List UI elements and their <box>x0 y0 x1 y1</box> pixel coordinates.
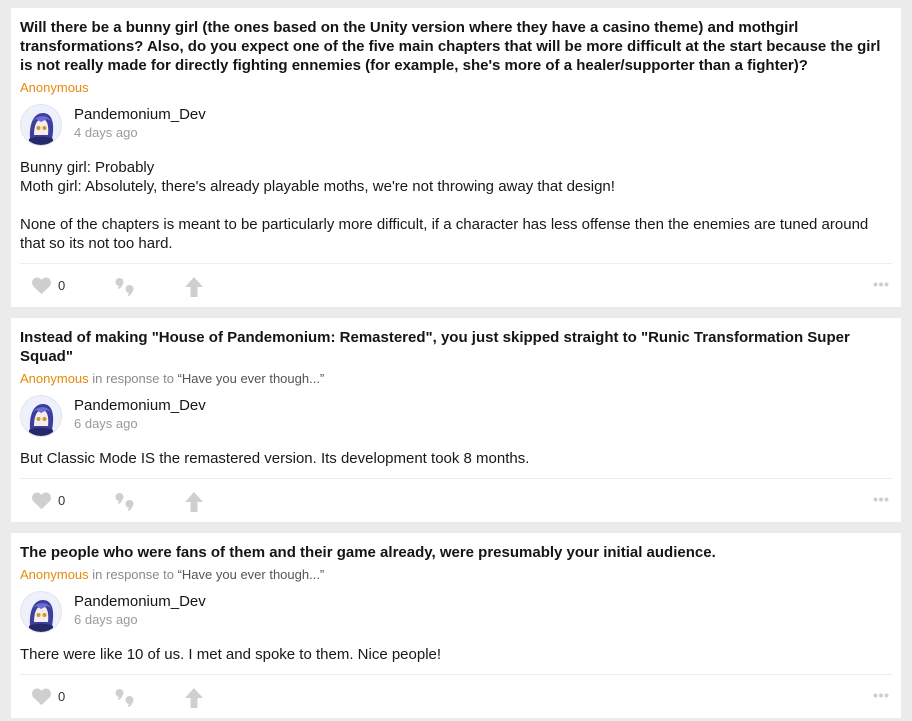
post-time[interactable]: 6 days ago <box>74 612 138 627</box>
answer-text <box>20 158 892 253</box>
more-options-button[interactable] <box>873 282 889 287</box>
quote-icon <box>114 276 136 296</box>
response-quote-link[interactable]: “Have you ever though...” <box>177 371 325 386</box>
heart-icon <box>31 276 52 295</box>
like-button[interactable] <box>31 687 65 706</box>
action-bar <box>11 264 901 308</box>
more-dots-icon <box>873 282 889 287</box>
answer-text <box>20 645 892 664</box>
question-text: Will there be a bunny girl (the ones based on the Unity version where they have a casino theme) and mothgirl transformations? Also, do you expect one of the five main chapters that will be more difficult at the start because the girl is not really made for directly fighting ennemies (for example, she's more of a healer/supporter than a fighter)? <box>20 19 881 74</box>
answer-header <box>20 395 892 439</box>
answer-line: But Classic Mode IS the remastered version. Its development took 8 months. <box>20 450 530 467</box>
quote-button[interactable] <box>114 687 136 707</box>
quote-button[interactable] <box>114 276 136 296</box>
arrow-up-icon <box>184 491 204 513</box>
question-text: The people who were fans of them and their game already, were presumably your initial audience. <box>20 544 716 561</box>
quote-icon <box>114 687 136 707</box>
answer-blank-line <box>20 196 892 215</box>
action-bar <box>11 675 901 719</box>
post-time[interactable]: 6 days ago <box>74 416 138 431</box>
answer-line: Bunny girl: Probably <box>20 159 155 176</box>
quote-button[interactable] <box>114 491 136 511</box>
post-time[interactable]: 4 days ago <box>74 125 138 140</box>
asker-name[interactable]: Anonymous <box>20 371 89 386</box>
answer-header <box>20 104 892 148</box>
like-count: 0 <box>58 278 66 293</box>
asker-name[interactable]: Anonymous <box>20 80 89 95</box>
post-card <box>11 533 901 718</box>
upvote-button[interactable] <box>184 491 204 513</box>
avatar[interactable] <box>20 591 62 633</box>
answer-header <box>20 591 892 635</box>
avatar[interactable] <box>20 104 62 146</box>
answer-line: None of the chapters is meant to be particularly more difficult, if a character has less offense then the enemies are tuned around that so its not too hard. <box>20 216 869 252</box>
author-name[interactable]: Pandemonium_Dev <box>74 397 206 414</box>
like-button[interactable] <box>31 491 65 510</box>
author-name[interactable]: Pandemonium_Dev <box>74 593 206 610</box>
in-response-to-label: in response to <box>92 371 174 386</box>
quote-icon <box>114 491 136 511</box>
arrow-up-icon <box>184 276 204 298</box>
arrow-up-icon <box>184 687 204 709</box>
more-dots-icon <box>873 693 889 698</box>
like-count: 0 <box>58 689 66 704</box>
asker-line <box>20 566 892 583</box>
action-bar <box>11 479 901 523</box>
more-options-button[interactable] <box>873 497 889 502</box>
asker-line <box>20 370 892 387</box>
post-card <box>11 318 901 522</box>
answer-text <box>20 449 892 468</box>
avatar[interactable] <box>20 395 62 437</box>
like-count: 0 <box>58 493 66 508</box>
question-text: Instead of making "House of Pandemonium: Remastered", you just skipped straight to "Runic Transformation Super Squad" <box>20 329 850 365</box>
more-options-button[interactable] <box>873 693 889 698</box>
heart-icon <box>31 687 52 706</box>
heart-icon <box>31 491 52 510</box>
upvote-button[interactable] <box>184 687 204 709</box>
post-card <box>11 8 901 307</box>
upvote-button[interactable] <box>184 276 204 298</box>
author-name[interactable]: Pandemonium_Dev <box>74 106 206 123</box>
more-dots-icon <box>873 497 889 502</box>
answer-line: Moth girl: Absolutely, there's already playable moths, we're not throwing away that design! <box>20 178 615 195</box>
asker-name[interactable]: Anonymous <box>20 567 89 582</box>
asker-line <box>20 79 892 96</box>
answer-line: There were like 10 of us. I met and spoke to them. Nice people! <box>20 646 442 663</box>
like-button[interactable] <box>31 276 65 295</box>
in-response-to-label: in response to <box>92 567 174 582</box>
response-quote-link[interactable]: “Have you ever though...” <box>177 567 325 582</box>
